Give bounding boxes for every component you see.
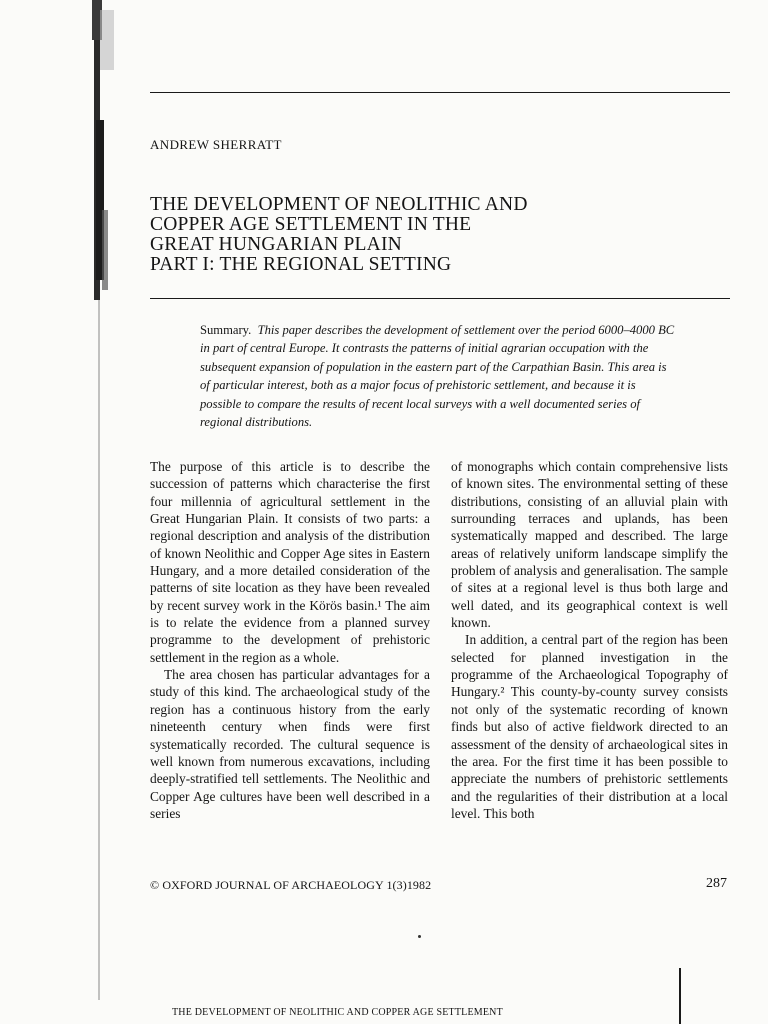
journal-footer: © OXFORD JOURNAL OF ARCHAEOLOGY 1(3)1982 — [150, 878, 432, 892]
binding-shadow — [88, 0, 120, 1024]
paragraph: In addition, a central part of the region has been selected for planned investigation in the programme of the Archaeological Topography of Hungary.² This county-by-county survey consists not only of the systematic recording of known finds but also of active fieldwork directed to an assessment of the density of archaeological sites in the area. For the first time it has been possible to appreciate the numbers of prehistoric settlements and the regularities of their distribution at a local level. This both — [451, 632, 728, 821]
page-number: 287 — [706, 876, 727, 891]
column-right — [451, 458, 728, 822]
title-line: PART I: THE REGIONAL SETTING — [150, 254, 452, 275]
paragraph: The purpose of this article is to describe the succession of patterns which characterise the first four millennia of agricultural settlement in the Great Hungarian Plain. It consists of two parts: a regional description and analysis of the distribution of known Neolithic and Copper Age sites in Eastern Hungary, and a more detailed consideration of the patterns of site location as they have been revealed by recent survey work in the Körös basin.¹ The aim is to relate the evidence from a planned survey programme to the development of prehistoric settlement in the region as a whole. — [150, 459, 430, 665]
title-line: COPPER AGE SETTLEMENT IN THE — [150, 214, 472, 235]
running-head: THE DEVELOPMENT OF NEOLITHIC AND COPPER AGE SETTLEMENT — [172, 1007, 503, 1018]
title-line: THE DEVELOPMENT OF NEOLITHIC AND — [150, 194, 528, 215]
title-line: GREAT HUNGARIAN PLAIN — [150, 234, 402, 255]
page-edge-line — [679, 968, 681, 1024]
top-rule — [150, 92, 730, 93]
paragraph: of monographs which contain comprehensive lists of known sites. The environmental setting of these distributions, consisting of an alluvial plain with surrounding terraces and uplands, has been systematically mapped and described. The large areas of relatively uniform landscape simplify the problem of analysis and generalisation. The sample of sites at a regional level is thus both large and well dated, and its geographical context is well known. — [451, 459, 728, 631]
column-left — [150, 458, 430, 822]
author-name: ANDREW SHERRATT — [150, 137, 282, 152]
summary-block — [200, 321, 678, 431]
paragraph: The area chosen has particular advantages for a study of this kind. The archaeological study of the region has a continuous history from the early nineteenth century when finds were first systematically recorded. The cultural sequence is well known from numerous excavations, including deeply-stratified tell settlements. The Neolithic and Copper Age cultures have been well described in a series — [150, 667, 430, 821]
article-title — [150, 195, 710, 275]
summary-label: Summary. — [200, 323, 252, 337]
scan-speck — [418, 935, 421, 938]
summary-text: This paper describes the development of settlement over the period 6000–4000 BC in part of central Europe. It contrasts the patterns of initial agrarian occupation with the subsequent expansion of population in the eastern part of the Carpathian Basin. This area is of particular interest, both as a major focus of prehistoric settlement, and because it is possible to compare the results of recent local surveys with a well documented series of regional distributions. — [200, 323, 675, 430]
title-rule — [150, 298, 730, 299]
